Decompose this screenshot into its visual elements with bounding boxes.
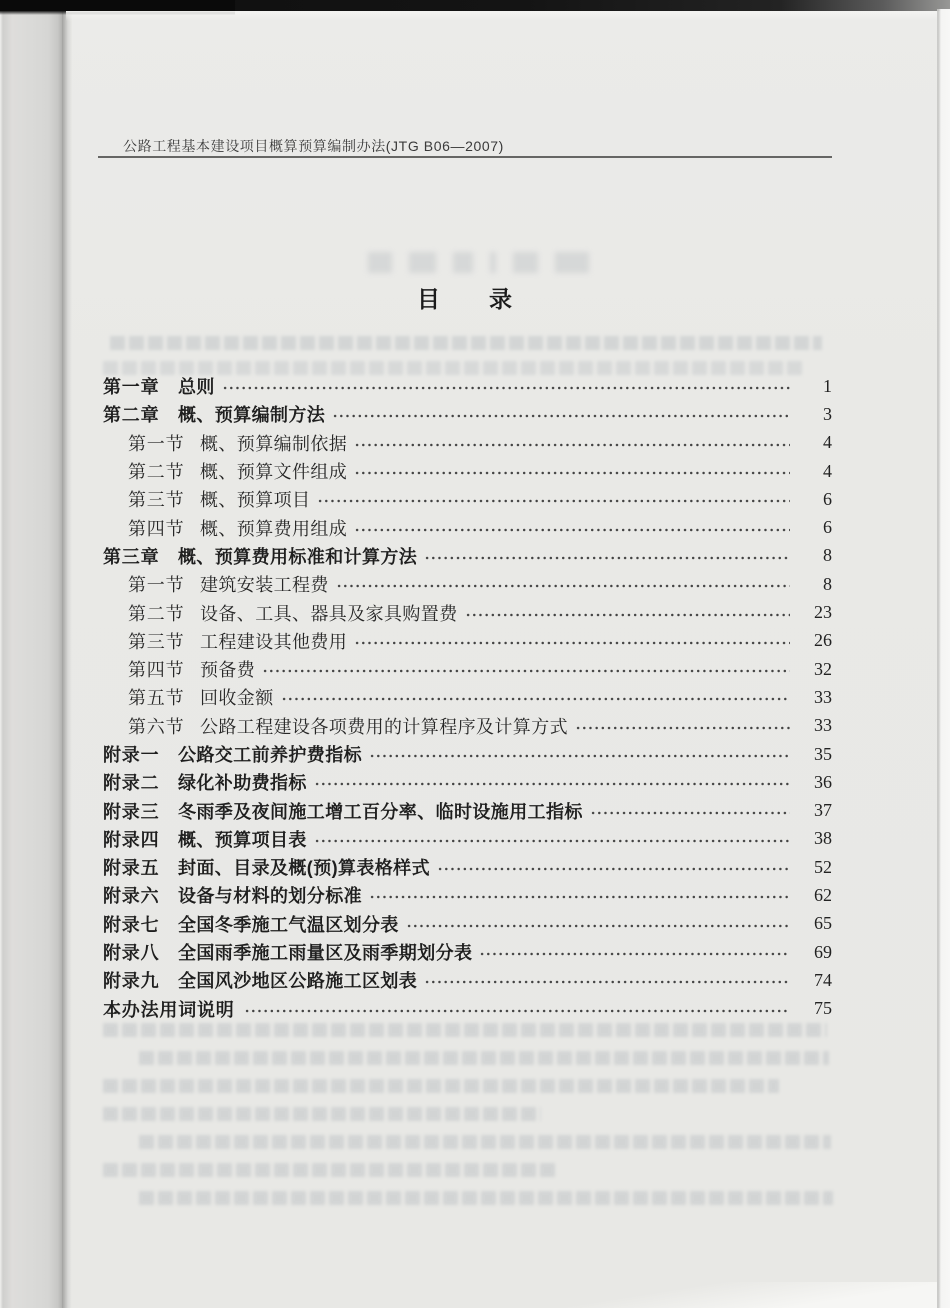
- page-corner-curl: [467, 1282, 937, 1308]
- scanner-top-edge: [0, 0, 950, 11]
- toc-entry-page-number: 23: [814, 602, 832, 623]
- toc-entry: [103, 995, 832, 1023]
- toc-entry-page-number: 65: [814, 913, 832, 934]
- toc-entry-label: 附录三: [103, 801, 160, 822]
- toc-entry-page-number: 4: [823, 432, 832, 453]
- toc-entry-page-number: 52: [814, 856, 832, 877]
- dot-leader: [314, 768, 790, 796]
- dot-leader: [406, 910, 790, 938]
- toc-entry-label: 附录六: [103, 886, 160, 907]
- toc-entry-title: 公路交工前养护费指标: [178, 745, 362, 765]
- toc-entry-label: 第一节: [128, 433, 185, 454]
- bleedthrough-line: [103, 1107, 541, 1121]
- toc-entry: [103, 796, 832, 824]
- toc-entry-label: 第四节: [128, 660, 185, 681]
- toc-entry-title: 概、预算文件组成: [200, 462, 348, 483]
- toc-entry-title: 全国冬季施工气温区划分表: [178, 914, 399, 935]
- book-underpage-edge: [0, 11, 62, 1308]
- toc-entry-title: 绿化补助费指标: [178, 773, 307, 794]
- toc-entry-page-number: 74: [814, 969, 832, 990]
- dot-leader: [262, 655, 790, 683]
- toc-entry-page-number: 4: [823, 460, 832, 481]
- toc-entry-title: 回收金额: [200, 688, 274, 709]
- toc-entry-page-number: 38: [814, 828, 832, 849]
- toc-entry-page-number: 32: [814, 658, 832, 679]
- running-head: 公路工程基本建设项目概算预算编制办法(JTG B06—2007): [123, 138, 504, 154]
- toc-entry-page-number: 33: [814, 686, 832, 707]
- toc-entry-label: 第二节: [128, 462, 185, 483]
- toc-entry-label: 第一章: [103, 377, 160, 398]
- page-right-margin: [937, 9, 950, 1308]
- toc-entry-page-number: 6: [823, 488, 832, 509]
- toc-entry: [103, 966, 832, 994]
- dot-leader: [369, 881, 790, 909]
- bleedthrough-line: [103, 1079, 779, 1093]
- toc-entry: [103, 938, 832, 966]
- dot-leader: [465, 598, 790, 626]
- dot-leader: [336, 570, 790, 598]
- toc-entry-page-number: 62: [814, 884, 832, 905]
- dot-leader: [317, 485, 790, 513]
- toc-entry: [103, 853, 832, 881]
- toc-entry: [103, 910, 832, 938]
- toc-entry-page-number: 75: [814, 998, 832, 1019]
- dot-leader: [437, 853, 790, 881]
- toc-list: [103, 372, 832, 1023]
- dot-leader: [354, 457, 790, 485]
- dot-leader: [354, 627, 790, 655]
- dot-leader: [314, 825, 790, 853]
- toc-entry-title: 预备费: [200, 660, 256, 681]
- toc-entry-label: 附录八: [103, 943, 160, 964]
- toc-entry-title: 工程建设其他费用: [200, 631, 348, 652]
- toc-entry: [103, 825, 832, 853]
- toc-entry-label: 附录二: [103, 773, 160, 794]
- toc-entry: [103, 740, 832, 768]
- toc-entry: [103, 570, 832, 598]
- toc-entry: [103, 627, 832, 655]
- toc-entry-label: 第一节: [128, 575, 185, 596]
- toc-entry-title: 封面、目录及概(预)算表格样式: [178, 858, 430, 879]
- dot-leader: [575, 712, 790, 740]
- toc-entry-page-number: 35: [814, 743, 832, 764]
- toc-entry-title: 公路工程建设各项费用的计算程序及计算方式: [200, 716, 568, 737]
- toc-entry-page-number: 37: [814, 800, 832, 821]
- dot-leader: [281, 683, 790, 711]
- toc-entry-label: 本办法用词说明: [103, 999, 235, 1020]
- toc-entry-page-number: 3: [823, 403, 832, 424]
- toc-entry-label: 附录九: [103, 971, 160, 992]
- toc-entry: [103, 598, 832, 626]
- dot-leader: [354, 429, 790, 457]
- bleedthrough-line: [139, 1135, 831, 1149]
- toc-entry: [103, 881, 832, 909]
- toc-title: 目 录: [417, 286, 513, 312]
- toc-entry-title: 概、预算费用标准和计算方法: [178, 546, 418, 567]
- toc-entry-title: 概、预算项目表: [178, 829, 307, 850]
- toc-entry-title: 全国雨季施工雨量区及雨季期划分表: [178, 943, 473, 964]
- toc-entry: [103, 542, 832, 570]
- toc-entry-label: 第三节: [128, 631, 185, 652]
- dot-leader: [244, 995, 790, 1023]
- dot-leader: [479, 938, 790, 966]
- toc-entry-label: 附录五: [103, 858, 160, 879]
- toc-entry: [103, 485, 832, 513]
- toc-entry-page-number: 26: [814, 630, 832, 651]
- toc-entry-label: 第五节: [128, 688, 185, 709]
- dot-leader: [590, 796, 790, 824]
- bleedthrough-line: [110, 336, 822, 350]
- page-crease-edge: [62, 11, 72, 1308]
- toc-entry-page-number: 8: [823, 545, 832, 566]
- running-head-rule: [98, 156, 832, 158]
- toc-entry-label: 附录七: [103, 914, 160, 935]
- toc-entry-page-number: 6: [823, 517, 832, 538]
- toc-entry-label: 附录一: [103, 745, 160, 765]
- toc-entry-label: 第三章: [103, 546, 160, 567]
- page-top-highlight: [66, 11, 950, 21]
- toc-entry-title: 设备、工具、器具及家具购置费: [200, 603, 458, 624]
- dot-leader: [369, 740, 790, 768]
- toc-entry: [103, 683, 832, 711]
- dot-leader: [332, 400, 790, 428]
- toc-entry-title: 建筑安装工程费: [200, 575, 329, 596]
- toc-entry-page-number: 36: [814, 771, 832, 792]
- toc-entry: [103, 429, 832, 457]
- dot-leader: [424, 542, 790, 570]
- toc-entry: [103, 768, 832, 796]
- toc-entry-label: 第四节: [128, 518, 185, 539]
- toc-entry: [103, 655, 832, 683]
- toc-entry-title: 概、预算编制依据: [200, 433, 348, 454]
- toc-entry-label: 第二章: [103, 405, 160, 426]
- toc-entry: [103, 513, 832, 541]
- toc-entry: [103, 712, 832, 740]
- toc-entry-label: 第六节: [128, 716, 185, 737]
- dot-leader: [424, 966, 790, 994]
- dot-leader: [354, 513, 790, 541]
- toc-entry-page-number: 69: [814, 941, 832, 962]
- toc-entry: [103, 457, 832, 485]
- toc-entry-title: 全国风沙地区公路施工区划表: [178, 971, 418, 992]
- toc-entry-label: 第二节: [128, 603, 185, 624]
- bleedthrough-line: [103, 1023, 827, 1037]
- toc-entry: [103, 400, 832, 428]
- toc-entry-label: 附录四: [103, 829, 160, 850]
- toc-entry-title: 设备与材料的划分标准: [178, 886, 362, 907]
- toc-entry-label: 第三节: [128, 490, 185, 511]
- bleedthrough-heading: [368, 250, 589, 274]
- toc-entry-title: 冬雨季及夜间施工增工百分率、临时设施用工指标: [178, 801, 583, 822]
- toc-entry-title: 概、预算项目: [200, 490, 311, 511]
- toc-entry: [103, 372, 832, 400]
- toc-entry-page-number: 33: [814, 715, 832, 736]
- toc-entry-page-number: 8: [823, 573, 832, 594]
- dot-leader: [222, 372, 790, 400]
- toc-entry-title: 概、预算费用组成: [200, 518, 348, 539]
- bleedthrough-line: [103, 1163, 555, 1177]
- bleedthrough-line: [139, 1051, 829, 1065]
- toc-entry-title: 概、预算编制方法: [178, 405, 326, 426]
- toc-entry-page-number: 1: [823, 375, 832, 396]
- bleedthrough-line: [139, 1191, 833, 1205]
- toc-entry-title: 总则: [178, 377, 215, 398]
